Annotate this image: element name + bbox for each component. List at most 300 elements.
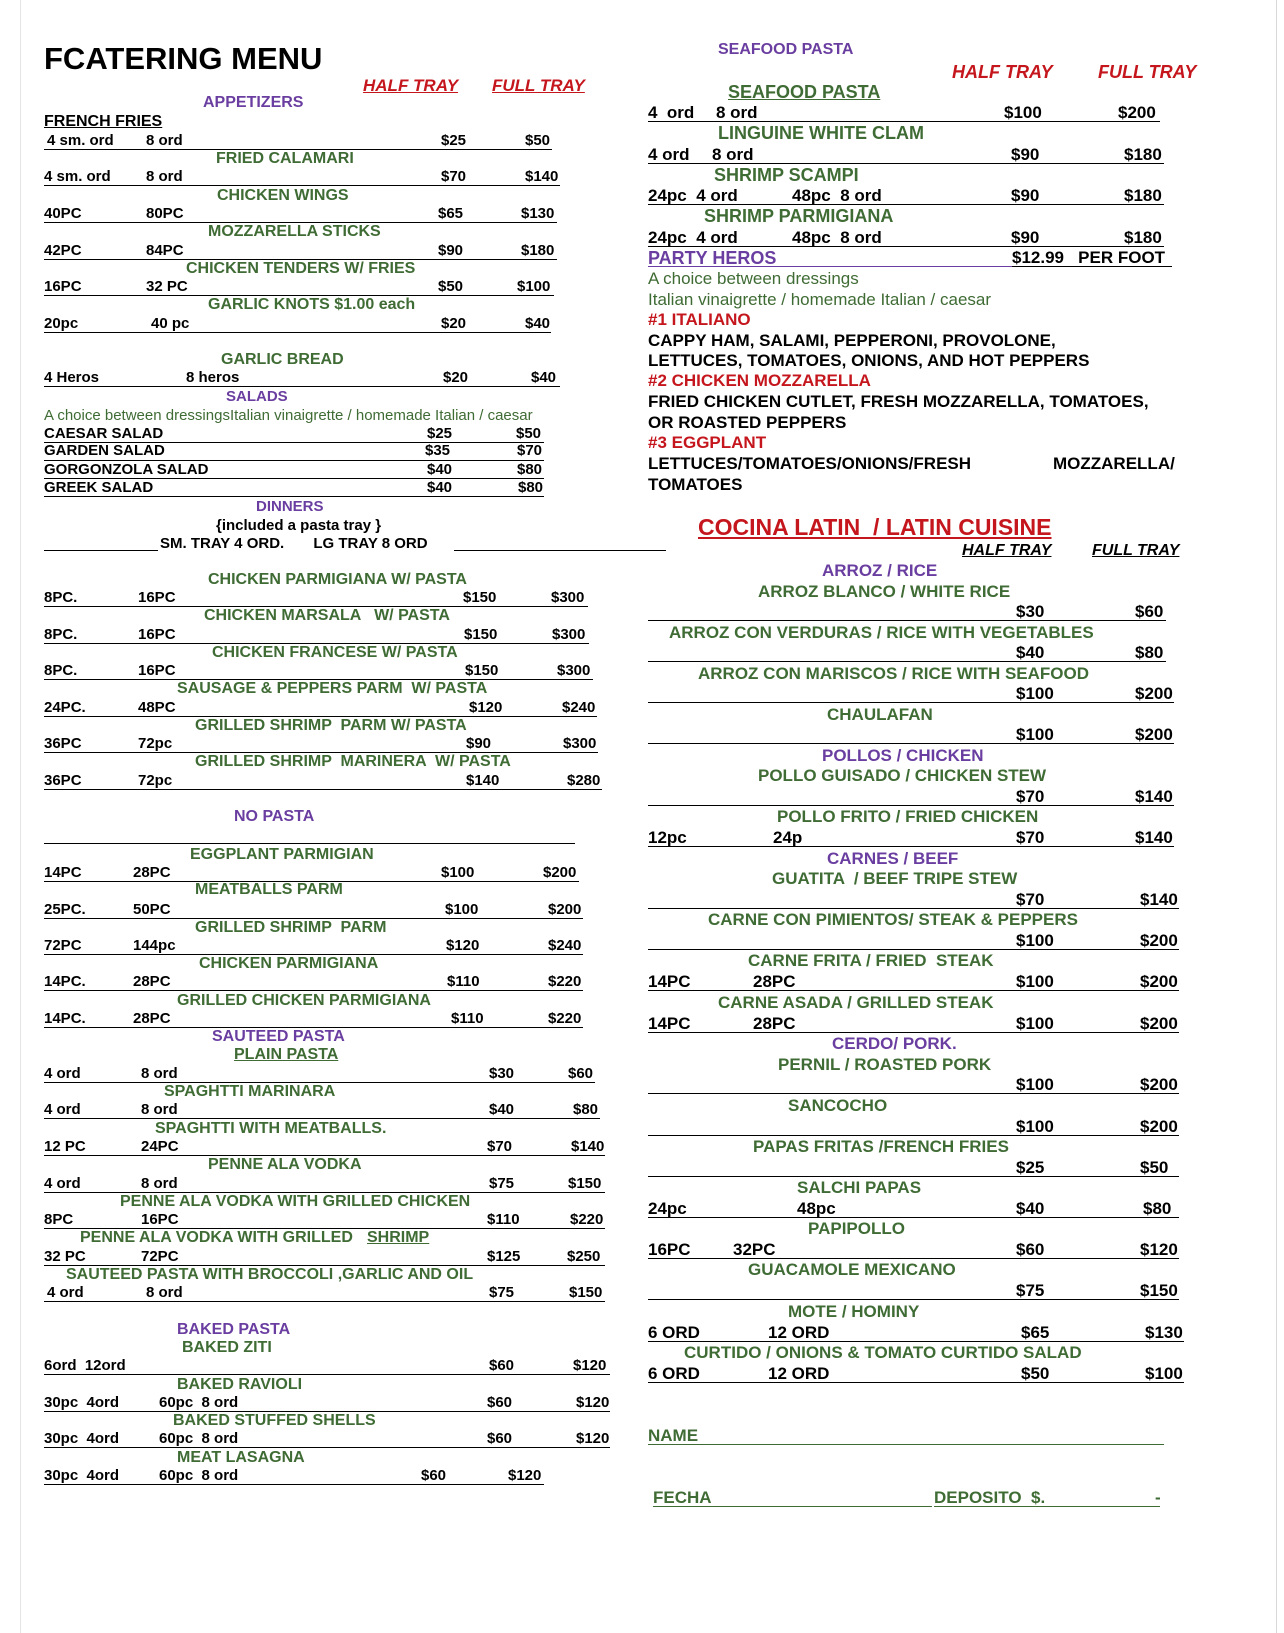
row-rule bbox=[648, 661, 1166, 662]
qty-half: 4 ord bbox=[44, 1065, 81, 1082]
price-half: $125 bbox=[487, 1248, 521, 1265]
salad-name: GREEK SALAD bbox=[44, 479, 154, 496]
deposito-field[interactable] bbox=[934, 1506, 1160, 1507]
price-half: $70 bbox=[487, 1138, 513, 1155]
price-half: $90 bbox=[1011, 186, 1040, 205]
price-half: $25 bbox=[427, 425, 453, 442]
price-full: $50 bbox=[1140, 1158, 1169, 1177]
price-full: $80 bbox=[518, 479, 544, 496]
heros-dressing-note: A choice between dressings bbox=[648, 269, 859, 288]
qty-half: 6ord 12ord bbox=[44, 1357, 126, 1374]
qty-full: 72pc bbox=[138, 735, 173, 752]
hero-title: #3 EGGPLANT bbox=[648, 433, 767, 452]
price-half: $60 bbox=[489, 1357, 515, 1374]
qty-full: 16PC bbox=[138, 589, 176, 606]
hero-description: CAPPY HAM, SALAMI, PEPPERONI, PROVOLONE, bbox=[648, 331, 1056, 350]
qty-full: 8 ord bbox=[146, 168, 183, 185]
menu-item-name: ARROZ BLANCO / WHITE RICE bbox=[758, 582, 1011, 601]
price-half: $35 bbox=[425, 442, 451, 459]
price-full: $240 bbox=[562, 699, 596, 716]
menu-item-name: MEATBALLS PARM bbox=[195, 881, 343, 898]
menu-item-name: CHICKEN FRANCESE W/ PASTA bbox=[212, 644, 458, 661]
price-half: $100 bbox=[1016, 1014, 1054, 1033]
row-rule bbox=[648, 266, 1012, 267]
price-half: $60 bbox=[421, 1467, 447, 1484]
price-full: $140 bbox=[1135, 828, 1173, 847]
row-rule bbox=[648, 743, 1174, 744]
dinners-heading: DINNERS bbox=[256, 498, 324, 515]
pollos-heading: POLLOS / CHICKEN bbox=[822, 746, 984, 765]
hero-title: #1 ITALIANO bbox=[648, 310, 751, 329]
menu-item-name: LINGUINE WHITE CLAM bbox=[718, 123, 924, 143]
qty-half: 36PC bbox=[44, 735, 82, 752]
qty-half: 8PC bbox=[44, 1211, 74, 1228]
price-full: $130 bbox=[1145, 1323, 1183, 1342]
party-heros-title: PARTY HEROS bbox=[648, 248, 777, 268]
menu-item-name: GRILLED SHRIMP PARM W/ PASTA bbox=[195, 717, 467, 734]
qty-half: 24pc bbox=[648, 1199, 687, 1218]
row-rule bbox=[648, 846, 1174, 847]
menu-item-name: MOTE / HOMINY bbox=[788, 1302, 920, 1321]
qty-half: 30pc 4ord bbox=[44, 1394, 120, 1411]
menu-item-name: BAKED STUFFED SHELLS bbox=[173, 1412, 376, 1429]
qty-half: 4 ord bbox=[44, 1175, 81, 1192]
qty-half: 25PC. bbox=[44, 901, 86, 918]
price-full: $80 bbox=[517, 461, 543, 478]
price-full: $100 bbox=[517, 278, 551, 295]
row-rule bbox=[454, 550, 666, 551]
qty-half: 4 ord bbox=[648, 103, 695, 122]
menu-item-name: SANCOCHO bbox=[788, 1096, 888, 1115]
menu-item-name: GUATITA / BEEF TRIPE STEW bbox=[772, 869, 1018, 888]
seafood-pasta-heading: SEAFOOD PASTA bbox=[718, 41, 854, 58]
row-rule bbox=[44, 386, 560, 387]
row-rule bbox=[44, 1118, 600, 1119]
page-title: FCATERING MENU bbox=[44, 41, 323, 76]
menu-item-name: PAPIPOLLO bbox=[808, 1219, 905, 1238]
row-rule bbox=[648, 805, 1174, 806]
price-half: $150 bbox=[464, 626, 498, 643]
qty-full: 28PC bbox=[133, 1010, 171, 1027]
price-full: $140 bbox=[525, 168, 559, 185]
price-half: $70 bbox=[1016, 787, 1045, 806]
price-half: $50 bbox=[1021, 1364, 1050, 1383]
salads-heading: SALADS bbox=[226, 388, 288, 405]
price-full: $150 bbox=[1140, 1281, 1178, 1300]
price-half: $75 bbox=[489, 1284, 515, 1301]
price-half: $30 bbox=[1016, 602, 1045, 621]
row-rule bbox=[648, 1032, 1179, 1033]
price-half: $70 bbox=[1016, 890, 1045, 909]
qty-half: 16PC bbox=[648, 1240, 691, 1259]
price-half: $20 bbox=[443, 369, 469, 386]
qty-half: 30pc 4ord bbox=[44, 1430, 120, 1447]
hero-description: LETTUCES/TOMATOES/ONIONS/FRESH bbox=[648, 454, 972, 473]
price-half: $40 bbox=[427, 479, 453, 496]
menu-item-name: GARLIC KNOTS $1.00 each bbox=[208, 296, 416, 313]
price-half: $90 bbox=[1011, 228, 1040, 247]
fecha-field[interactable] bbox=[653, 1506, 932, 1507]
qty-full: 8 ord bbox=[141, 1175, 178, 1192]
row-rule bbox=[648, 908, 1179, 909]
price-half: $100 bbox=[441, 864, 475, 881]
qty-full: 50PC bbox=[133, 901, 171, 918]
price-full: $180 bbox=[1124, 186, 1162, 205]
price-full: $150 bbox=[569, 1284, 603, 1301]
price-half: $25 bbox=[441, 132, 467, 149]
qty-full: 12 ORD bbox=[768, 1323, 830, 1342]
latin-cuisine-heading: COCINA LATIN / LATIN CUISINE bbox=[698, 514, 1052, 540]
price-full: $300 bbox=[551, 589, 585, 606]
price-full: $120 bbox=[1140, 1240, 1178, 1259]
row-rule bbox=[648, 1382, 1184, 1383]
baked-pasta-heading: BAKED PASTA bbox=[177, 1321, 291, 1338]
row-rule bbox=[648, 949, 1179, 950]
menu-item-name: SALCHI PAPAS bbox=[797, 1178, 922, 1197]
price-full: $200 bbox=[1140, 1075, 1178, 1094]
price-half: $100 bbox=[1016, 684, 1054, 703]
menu-item-name: SAUSAGE & PEPPERS PARM W/ PASTA bbox=[177, 680, 488, 697]
qty-full: 32 PC bbox=[146, 278, 188, 295]
row-rule bbox=[44, 496, 544, 497]
price-full: $280 bbox=[567, 772, 601, 789]
qty-full: 8 ord bbox=[716, 103, 758, 122]
price-half: $60 bbox=[487, 1430, 513, 1447]
price-half: $65 bbox=[438, 205, 464, 222]
row-rule bbox=[1012, 266, 1172, 267]
price-full: $60 bbox=[568, 1065, 594, 1082]
qty-half: 14PC bbox=[44, 864, 82, 881]
price-full: $200 bbox=[1140, 1117, 1178, 1136]
price-half: $60 bbox=[487, 1394, 513, 1411]
menu-item-name: CHICKEN TENDERS W/ FRIES bbox=[186, 260, 416, 277]
menu-item-name: PENNE ALA VODKA WITH GRILLED CHICKEN bbox=[120, 1193, 471, 1210]
price-half: $90 bbox=[438, 242, 464, 259]
qty-half: 40PC bbox=[44, 205, 82, 222]
qty-full: 144pc bbox=[133, 937, 176, 954]
row-rule bbox=[648, 702, 1174, 703]
price-full: $80 bbox=[573, 1101, 599, 1118]
price-full: $140 bbox=[1135, 787, 1173, 806]
price-full: $180 bbox=[521, 242, 555, 259]
price-half: $100 bbox=[445, 901, 479, 918]
qty-half: 72PC bbox=[44, 937, 82, 954]
menu-item-name: CARNE ASADA / GRILLED STEAK bbox=[718, 993, 994, 1012]
price-full: $80 bbox=[1135, 643, 1164, 662]
deposito-tail: - bbox=[1155, 1488, 1161, 1507]
row-rule bbox=[44, 185, 560, 186]
qty-full: 40 pc bbox=[151, 315, 190, 332]
menu-item-name: SAUTEED PASTA WITH BROCCOLI ,GARLIC AND OIL bbox=[66, 1266, 474, 1283]
row-rule bbox=[44, 1301, 605, 1302]
row-rule bbox=[44, 990, 583, 991]
price-full: $200 bbox=[543, 864, 577, 881]
carnes-heading: CARNES / BEEF bbox=[827, 849, 959, 868]
qty-half: 4 Heros bbox=[44, 369, 100, 386]
qty-half: 14PC. bbox=[44, 973, 86, 990]
price-full: $200 bbox=[1135, 684, 1173, 703]
qty-full: 16PC bbox=[141, 1211, 179, 1228]
price-half: $150 bbox=[463, 589, 497, 606]
qty-half: 36PC bbox=[44, 772, 82, 789]
qty-half: 14PC bbox=[648, 972, 691, 991]
arroz-heading: ARROZ / RICE bbox=[822, 561, 938, 580]
qty-full: 16PC bbox=[138, 626, 176, 643]
qty-full: 72pc bbox=[138, 772, 173, 789]
menu-item-name: SHRIMP PARMIGIANA bbox=[704, 206, 894, 226]
price-half: $100 bbox=[1004, 103, 1042, 122]
qty-half: 8PC. bbox=[44, 662, 78, 679]
qty-full: 48pc bbox=[797, 1199, 836, 1218]
price-full: $300 bbox=[557, 662, 591, 679]
row-rule bbox=[648, 204, 1164, 205]
price-half: $140 bbox=[466, 772, 500, 789]
menu-item-name: CHICKEN PARMIGIANA W/ PASTA bbox=[208, 571, 467, 588]
row-rule bbox=[648, 1217, 1179, 1218]
menu-item-name: GRILLED CHICKEN PARMIGIANA bbox=[177, 992, 431, 1009]
price-half: $20 bbox=[441, 315, 467, 332]
name-label: NAME bbox=[648, 1426, 699, 1445]
price-half: $40 bbox=[427, 461, 453, 478]
qty-half: 14PC bbox=[648, 1014, 691, 1033]
price-full: $120 bbox=[508, 1467, 542, 1484]
price-half: $110 bbox=[487, 1211, 520, 1228]
sauteed-pasta-heading: SAUTEED PASTA bbox=[212, 1028, 345, 1045]
appetizers-heading: APPETIZERS bbox=[203, 94, 304, 111]
price-full: $60 bbox=[1135, 602, 1164, 621]
price-full: $220 bbox=[570, 1211, 604, 1228]
qty-full: 12 ORD bbox=[768, 1364, 830, 1383]
qty-half: 24pc 4 ord bbox=[648, 186, 738, 205]
price-full: $200 bbox=[1118, 103, 1156, 122]
price-full: $70 bbox=[517, 442, 543, 459]
price-full: $140 bbox=[571, 1138, 605, 1155]
salads-dressing-note: A choice between dressingsItalian vinaigrette / homemade Italian / caesar bbox=[44, 407, 533, 424]
menu-item-name: CHAULAFAN bbox=[827, 705, 933, 724]
hero-description: FRIED CHICKEN CUTLET, FRESH MOZZARELLA, TOMATOES, bbox=[648, 392, 1149, 411]
price-full: $40 bbox=[525, 315, 551, 332]
dinners-note: {included a pasta tray } bbox=[216, 517, 382, 534]
price-half: $40 bbox=[1016, 643, 1045, 662]
price-full: $200 bbox=[548, 901, 582, 918]
qty-half: 6 ORD bbox=[648, 1364, 700, 1383]
menu-item-name: SPAGHTTI MARINARA bbox=[164, 1083, 336, 1100]
menu-item-name: FRENCH FRIES bbox=[44, 113, 163, 130]
heros-dressing-options: Italian vinaigrette / homemade Italian / caesar bbox=[648, 290, 992, 309]
qty-half: 16PC bbox=[44, 278, 82, 295]
hero-title: #2 CHICKEN MOZZARELLA bbox=[648, 371, 871, 390]
qty-full: 32PC bbox=[733, 1240, 776, 1259]
qty-half: 12pc bbox=[648, 828, 687, 847]
price-half: $100 bbox=[1016, 1075, 1054, 1094]
menu-item-name: CARNE CON PIMIENTOS/ STEAK & PEPPERS bbox=[708, 910, 1078, 929]
price-half: $120 bbox=[469, 699, 503, 716]
row-rule bbox=[648, 1299, 1179, 1300]
qty-full: 60pc 8 ord bbox=[159, 1430, 239, 1447]
qty-half: 6 ORD bbox=[648, 1323, 700, 1342]
qty-half: 8PC. bbox=[44, 589, 78, 606]
qty-half: 4 ord bbox=[44, 1101, 81, 1118]
qty-full: 80PC bbox=[146, 205, 184, 222]
menu-item-name: SPAGHTTI WITH MEATBALLS. bbox=[155, 1120, 387, 1137]
qty-full: 84PC bbox=[146, 242, 184, 259]
qty-full: 48pc 8 ord bbox=[792, 228, 882, 247]
menu-item-name: PERNIL / ROASTED PORK bbox=[778, 1055, 992, 1074]
hero-description: MOZZARELLA/ bbox=[1053, 454, 1175, 473]
menu-item-name: POLLO GUISADO / CHICKEN STEW bbox=[758, 766, 1047, 785]
menu-item-name: SEAFOOD PASTA bbox=[728, 82, 881, 102]
price-full: $140 bbox=[1140, 890, 1178, 909]
hero-description: OR ROASTED PEPPERS bbox=[648, 413, 847, 432]
no-pasta-heading: NO PASTA bbox=[234, 808, 315, 825]
row-rule bbox=[648, 246, 1164, 247]
salad-name: GARDEN SALAD bbox=[44, 442, 165, 459]
price-full: $200 bbox=[1135, 725, 1173, 744]
price-half: $40 bbox=[489, 1101, 515, 1118]
price-full: $180 bbox=[1124, 145, 1162, 164]
menu-item-name: GUACAMOLE MEXICANO bbox=[748, 1260, 956, 1279]
price-half: $90 bbox=[1011, 145, 1040, 164]
price-half: $150 bbox=[465, 662, 499, 679]
qty-half: 14PC. bbox=[44, 1010, 86, 1027]
price-full: $200 bbox=[1140, 931, 1178, 950]
price-full: $300 bbox=[563, 735, 597, 752]
name-field[interactable] bbox=[648, 1444, 1164, 1445]
menu-item-name: PENNE ALA VODKA WITH GRILLED bbox=[80, 1229, 353, 1246]
qty-half: 24pc 4 ord bbox=[648, 228, 738, 247]
price-half: $50 bbox=[438, 278, 464, 295]
row-rule bbox=[648, 121, 1160, 122]
price-full: $250 bbox=[567, 1248, 601, 1265]
qty-full: 8 ord bbox=[141, 1101, 178, 1118]
half-tray-header: HALF TRAY bbox=[363, 76, 459, 95]
qty-full: 60pc 8 ord bbox=[159, 1394, 239, 1411]
qty-half: 4 ord bbox=[648, 145, 690, 164]
half-tray-header: HALF TRAY bbox=[952, 62, 1053, 82]
row-rule bbox=[44, 789, 602, 790]
full-tray-header: FULL TRAY bbox=[1098, 62, 1197, 82]
menu-item-name: GRILLED SHRIMP MARINERA W/ PASTA bbox=[195, 753, 511, 770]
full-tray-header: FULL TRAY bbox=[492, 76, 585, 95]
qty-full: 48pc 8 ord bbox=[792, 186, 882, 205]
price-full: $120 bbox=[576, 1394, 610, 1411]
row-rule bbox=[648, 990, 1179, 991]
qty-full: 28PC bbox=[753, 972, 796, 991]
qty-half: 4 ord bbox=[47, 1284, 84, 1301]
price-half: $90 bbox=[466, 735, 492, 752]
menu-item-name: PLAIN PASTA bbox=[234, 1046, 339, 1063]
qty-full: 24PC bbox=[141, 1138, 179, 1155]
price-full: $180 bbox=[1124, 228, 1162, 247]
price-half: $65 bbox=[1021, 1323, 1050, 1342]
full-tray-header: FULL TRAY bbox=[1092, 542, 1180, 559]
price-half: $100 bbox=[1016, 972, 1054, 991]
row-rule bbox=[648, 1341, 1184, 1342]
price-full: $80 bbox=[1143, 1199, 1172, 1218]
menu-item-name: CURTIDO / ONIONS & TOMATO CURTIDO SALAD bbox=[684, 1343, 1082, 1362]
qty-full: 28PC bbox=[753, 1014, 796, 1033]
menu-item-name: CHICKEN MARSALA W/ PASTA bbox=[204, 607, 450, 624]
salad-name: CAESAR SALAD bbox=[44, 425, 164, 442]
menu-item-name: PAPAS FRITAS /FRENCH FRIES bbox=[753, 1137, 1009, 1156]
row-rule bbox=[648, 1135, 1179, 1136]
menu-item-name-suffix: SHRIMP bbox=[367, 1229, 430, 1246]
qty-half: 4 sm. ord bbox=[47, 132, 114, 149]
menu-item-name: CHICKEN WINGS bbox=[217, 187, 349, 204]
menu-item-name: CHICKEN PARMIGIANA bbox=[199, 955, 379, 972]
menu-item-name: EGGPLANT PARMIGIAN bbox=[190, 846, 374, 863]
cerdo-heading: CERDO/ PORK. bbox=[832, 1034, 957, 1053]
price-half: $70 bbox=[1016, 828, 1045, 847]
hero-description: LETTUCES, TOMATOES, ONIONS, AND HOT PEPPERS bbox=[648, 351, 1090, 370]
menu-item-name: POLLO FRITO / FRIED CHICKEN bbox=[777, 807, 1039, 826]
price-full: $50 bbox=[516, 425, 542, 442]
menu-item-name: CARNE FRITA / FRIED STEAK bbox=[748, 951, 994, 970]
price-full: $200 bbox=[1140, 1014, 1178, 1033]
dinners-tray-sizes: SM. TRAY 4 ORD. LG TRAY 8 ORD bbox=[160, 535, 428, 552]
row-rule bbox=[648, 620, 1166, 621]
menu-item-name: BAKED ZITI bbox=[182, 1339, 272, 1356]
price-full: $240 bbox=[548, 937, 582, 954]
price-full: $120 bbox=[573, 1357, 607, 1374]
row-rule bbox=[44, 1484, 544, 1485]
row-rule bbox=[648, 1258, 1179, 1259]
menu-item-name: FRIED CALAMARI bbox=[216, 150, 354, 167]
party-heros-price: $12.99 PER FOOT bbox=[1012, 248, 1166, 267]
row-rule bbox=[648, 1176, 1179, 1177]
price-full: $150 bbox=[568, 1175, 602, 1192]
fecha-label: FECHA bbox=[653, 1488, 712, 1507]
qty-full: 28PC bbox=[133, 864, 171, 881]
menu-item-name: GRILLED SHRIMP PARM bbox=[195, 919, 387, 936]
menu-item-name: SHRIMP SCAMPI bbox=[714, 165, 859, 185]
qty-full: 48PC bbox=[138, 699, 176, 716]
qty-full: 8 ord bbox=[146, 1284, 183, 1301]
row-rule bbox=[648, 1093, 1179, 1094]
price-full: $50 bbox=[525, 132, 551, 149]
price-half: $40 bbox=[1016, 1199, 1045, 1218]
qty-half: 42PC bbox=[44, 242, 82, 259]
qty-half: 4 sm. ord bbox=[44, 168, 111, 185]
price-full: $40 bbox=[531, 369, 557, 386]
price-full: $100 bbox=[1145, 1364, 1183, 1383]
price-half: $25 bbox=[1016, 1158, 1045, 1177]
menu-item-name: PENNE ALA VODKA bbox=[208, 1156, 362, 1173]
price-full: $130 bbox=[521, 205, 555, 222]
qty-full: 60pc 8 ord bbox=[159, 1467, 239, 1484]
price-full: $120 bbox=[576, 1430, 610, 1447]
qty-full: 8 heros bbox=[186, 369, 240, 386]
qty-full: 24p bbox=[773, 828, 803, 847]
price-half: $100 bbox=[1016, 1117, 1054, 1136]
price-full: $220 bbox=[548, 973, 582, 990]
qty-full: 8 ord bbox=[141, 1065, 178, 1082]
price-full: $220 bbox=[548, 1010, 582, 1027]
qty-full: 8 ord bbox=[712, 145, 754, 164]
menu-item-name: GARLIC BREAD bbox=[221, 351, 344, 368]
price-half: $30 bbox=[489, 1065, 515, 1082]
qty-full: 28PC bbox=[133, 973, 171, 990]
row-rule bbox=[44, 1374, 610, 1375]
menu-item-name: ARROZ CON MARISCOS / RICE WITH SEAFOOD bbox=[698, 664, 1089, 683]
price-half: $75 bbox=[1016, 1281, 1045, 1300]
row-rule bbox=[44, 550, 158, 551]
hero-description: TOMATOES bbox=[648, 475, 743, 494]
menu-item-name: ARROZ CON VERDURAS / RICE WITH VEGETABLES bbox=[669, 623, 1094, 642]
price-half: $75 bbox=[489, 1175, 515, 1192]
price-half: $70 bbox=[441, 168, 467, 185]
row-rule bbox=[44, 332, 551, 333]
